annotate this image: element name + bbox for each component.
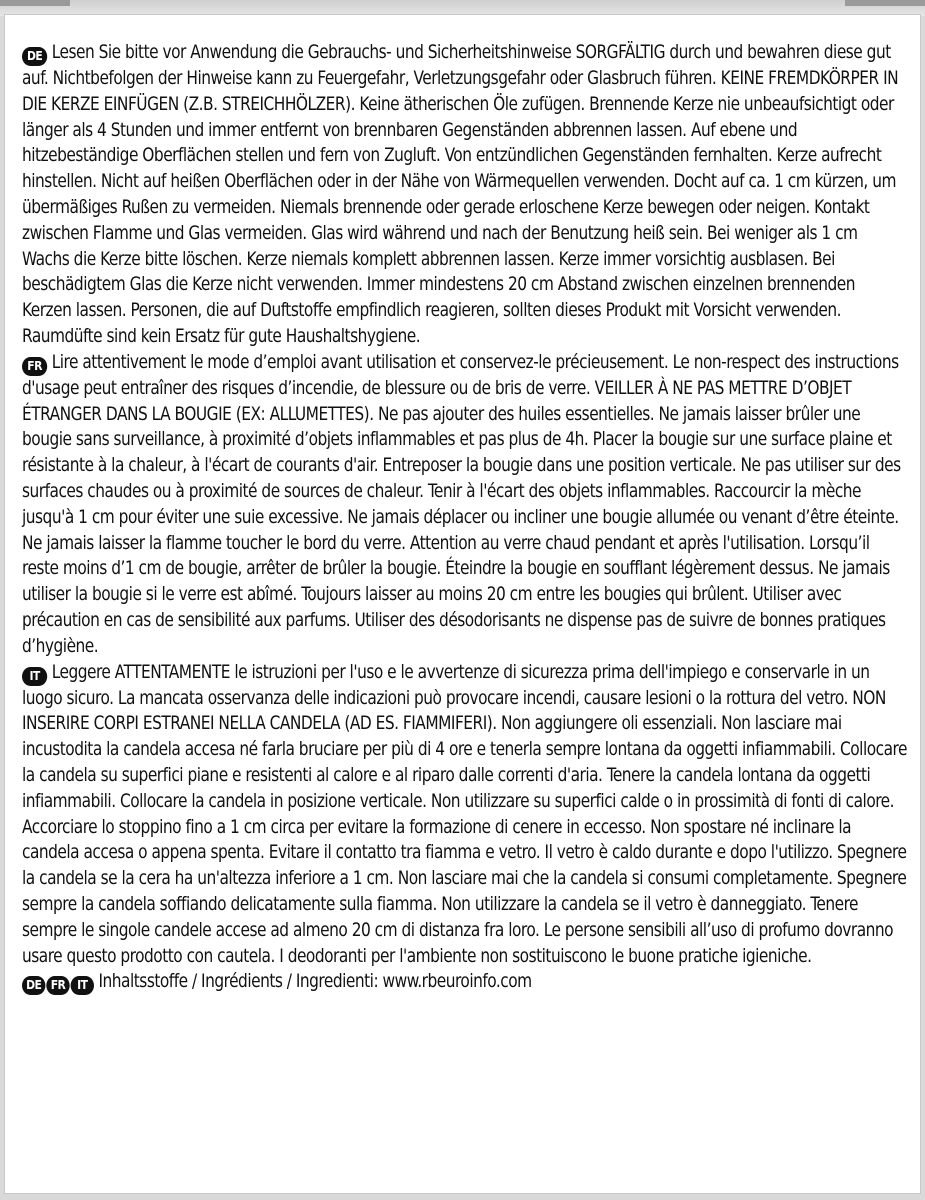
ingredients-footer	[22, 969, 909, 995]
footer-badge-it: IT	[71, 976, 94, 995]
footer-badge-de: DE	[22, 976, 45, 995]
language-badge-de: DE	[22, 47, 47, 66]
french-text: Lire attentivement le mode d’emploi avant utilisation et conservez-le précieusement. Le non-respect des instructions d'usage peut entraîner des risques d’incendie, de blessure ou de bris de verre. VEILLER À NE PAS METTRE D’OBJET ÉTRANGER DANS LA BOUGIE (EX: ALLUMETTES). Ne pas ajouter des huiles essentielles. Ne jamais laisser brûler une bougie sans surveillance, à proximité d’objets inflammables et pas plus de 4h. Placer la bougie sur une surface plaine et résistante à la chaleur, à l'écart de courants d'air. Entreposer la bougie dans une position verticale. Ne pas utiliser sur des surfaces chaudes ou à proximité de sources de chaleur. Tenir à l'écart des objets inflammables. Raccourcir la mèche jusqu'à 1 cm pour éviter une suie excessive. Ne jamais déplacer ou incliner une bougie allumée ou venant d’être éteinte. Ne jamais laisser la flamme toucher le bord du verre. Attention au verre chaud pendant et après l'utilisation. Lorsqu’il reste moins d’1 cm de bougie, arrêter de brûler la bougie. Éteindre la bougie en soufflant légèrement dessus. Ne jamais utiliser la bougie si le verre est abîmé. Toujours laisser au moins 20 cm entre les bougies qui brûlent. Utiliser avec précaution en cas de sensibilité aux parfums. Utiliser des désodorisants ne dispense pas de suivre de bonnes pratiques d’hygiène.	[22, 350, 901, 657]
package-edge-shadow-left	[0, 0, 70, 6]
ingredients-link-text[interactable]: Inhaltsstoffe / Ingrédients / Ingredienti: www.rbeuroinfo.com	[98, 970, 532, 993]
footer-badge-fr: FR	[46, 976, 69, 995]
language-badge-it: IT	[22, 667, 47, 686]
paragraph-italian	[22, 660, 909, 970]
german-text: Lesen Sie bitte vor Anwendung die Gebrauchs- und Sicherheitshinweise SORGFÄLTIG durch und bewahren diese gut auf. Nichtbefolgen der Hinweise kann zu Feuergefahr, Verletzungsgefahr oder Glasbruch führen. KEINE FREMDKÖRPER IN DIE KERZE EINFÜGEN (Z.B. STREICHHÖLZER). Keine ätherischen Öle zufügen. Brennende Kerze nie unbeaufsichtigt oder länger als 4 Stunden und immer entfernt von brennbaren Gegenständen abbrennen lassen. Auf ebene und hitzebeständige Oberflächen stellen und fern von Zugluft. Von entzündlichen Gegenständen fernhalten. Kerze aufrecht hinstellen. Nicht auf heißen Oberflächen oder in der Nähe von Wärmequellen verwenden. Docht auf ca. 1 cm kürzen, um übermäßiges Rußen zu vermeiden. Niemals brennende oder gerade erloschene Kerze bewegen oder neigen. Kontakt zwischen Flamme und Glas vermeiden. Glas wird während und nach der Benutzung heiß sein. Bei weniger als 1 cm Wachs die Kerze bitte löschen. Kerze niemals komplett abbrennen lassen. Kerze immer vorsichtig ausblasen. Bei beschädigtem Glas die Kerze nicht verwenden. Immer mindestens 20 cm Abstand zwischen einzelnen brennenden Kerzen lassen. Personen, die auf Duftstoffe empfindlich reagieren, sollten dieses Produkt mit Vorsicht verwenden. Raumdüfte sind kein Ersatz für gute Haushaltshygiene.	[22, 41, 899, 347]
product-label	[4, 14, 921, 1194]
language-badge-fr: FR	[22, 357, 47, 376]
package-edge-shadow-right	[845, 0, 925, 6]
italian-text: Leggere ATTENTAMENTE le istruzioni per l'uso e le avvertenze di sicurezza prima dell'impiego e conservarle in un luogo sicuro. La mancata osservanza delle indicazioni può provocare incendi, causare lesioni o la rottura del vetro. NON INSERIRE CORPI ESTRANEI NELLA CANDELA (AD ES. FIAMMIFERI). Non aggiungere oli essenziali. Non lasciare mai incustodita la candela accesa né farla bruciare per più di 4 ore e tenerla sempre lontana da oggetti infiammabili. Collocare la candela su superfici piane e resistenti al calore e al riparo dalle correnti d'aria. Tenere la candela lontana da oggetti infiammabili. Collocare la candela in posizione verticale. Non utilizzare su superfici calde o in prossimità di fonti di calore. Accorciare lo stoppino fino a 1 cm circa per evitare la formazione di cenere in eccesso. Non spostare né inclinare la candela accesa o appena spenta. Evitare il contatto tra fiamma e vetro. Il vetro è caldo durante e dopo l'utilizzo. Spegnere la candela se la cera ha un'altezza inferiore a 1 cm. Non lasciare mai che la candela si consumi completamente. Spegnere sempre la candela soffiando delicatamente sulla fiamma. Non utilizzare la candela se il vetro è danneggiato. Tenere sempre le singole candele accese ad almeno 20 cm di distanza fra loro. Le persone sensibili all’uso di profumo dovranno usare questo prodotto con cautela. I deodoranti per l'ambiente non sostituiscono le buone pratiche igieniche.	[22, 660, 907, 967]
paragraph-german	[22, 40, 909, 350]
safety-instructions	[22, 40, 909, 995]
paragraph-french	[22, 350, 909, 660]
